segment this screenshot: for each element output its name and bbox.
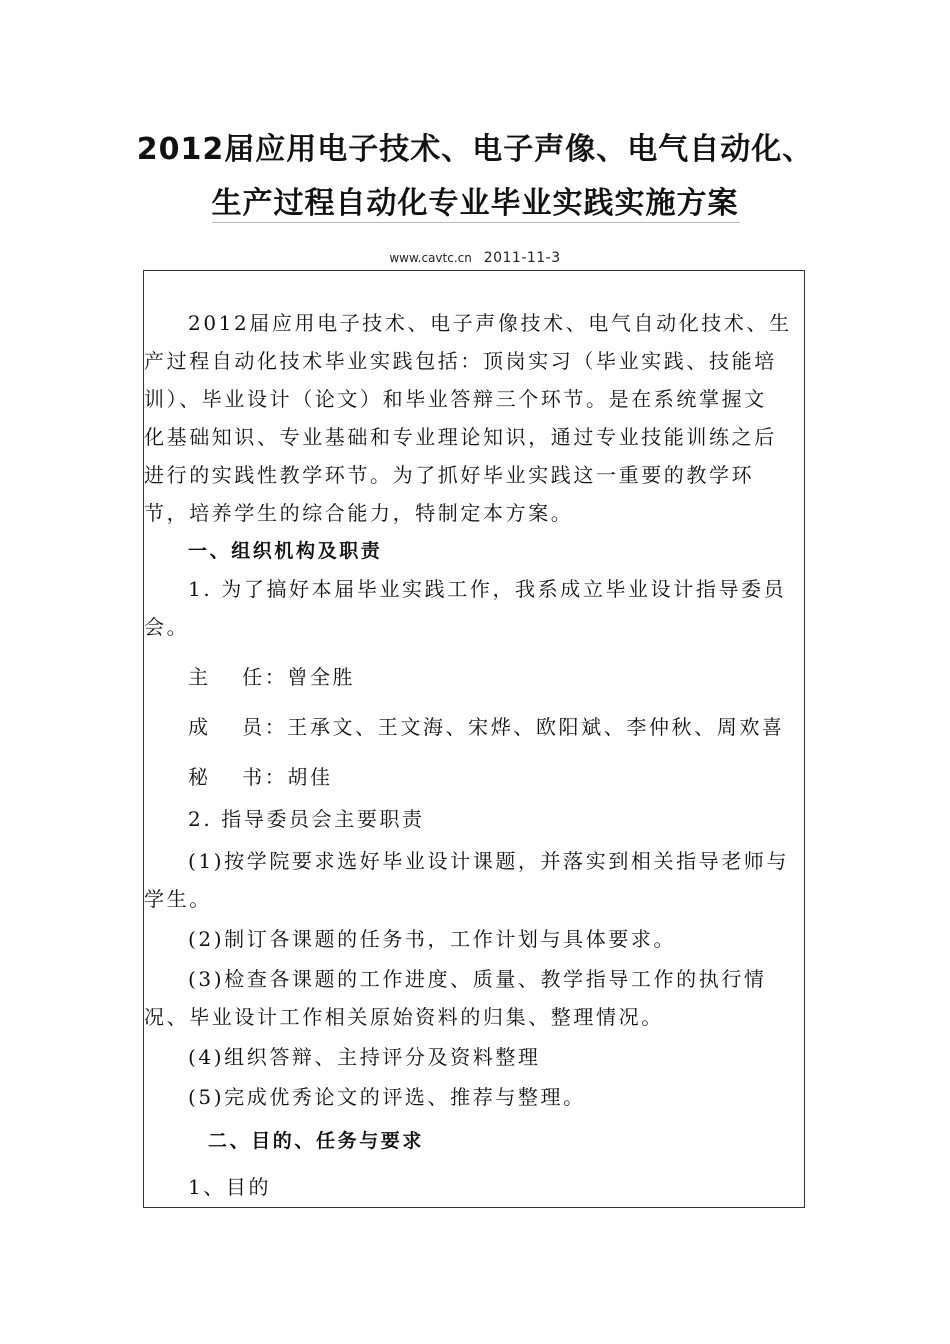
body-line: 进行的实践性教学环节。为了抓好毕业实践这一重要的教学环 xyxy=(144,463,755,487)
document-title-line-2: 生产过程自动化专业毕业实践实施方案 xyxy=(211,186,739,221)
body-line: 化基础知识、专业基础和专业理论知识，通过专业技能训练之后 xyxy=(144,425,777,449)
committee-secretary: 秘 书：胡佳 xyxy=(188,765,333,789)
body-line: 会。 xyxy=(144,615,190,639)
committee-members: 成 员：王承文、王文海、宋烨、欧阳斌、李仲秋、周欢喜 xyxy=(188,715,785,739)
content-box xyxy=(143,270,805,1208)
publish-date: 2011-11-3 xyxy=(483,250,561,266)
body-line: (1)按学院要求选好毕业设计课题，并落实到相关指导老师与 xyxy=(188,849,790,873)
committee-chair: 主 任：曾全胜 xyxy=(188,665,356,689)
body-line: (5)完成优秀论文的评选、推荐与整理。 xyxy=(188,1085,586,1109)
body-line: 学生。 xyxy=(144,887,212,911)
body-line: 节，培养学生的综合能力，特制定本方案。 xyxy=(144,501,574,525)
body-line: (3)检查各课题的工作进度、质量、教学指导工作的执行情 xyxy=(188,967,767,991)
body-line: 产过程自动化技术毕业实践包括：顶岗实习（毕业实践、技能培 xyxy=(144,349,777,373)
body-line: 2. 指导委员会主要职责 xyxy=(188,807,425,831)
title-divider xyxy=(212,222,740,223)
section-heading: 二、目的、任务与要求 xyxy=(208,1130,425,1152)
body-line: 1、目的 xyxy=(188,1175,272,1199)
body-line: 训）、毕业设计（论文）和毕业答辩三个环节。是在系统掌握文 xyxy=(144,387,767,411)
body-line: (4)组织答辩、主持评分及资料整理 xyxy=(188,1045,541,1069)
section-heading: 一、组织机构及职责 xyxy=(188,540,383,562)
body-line: 况、毕业设计工作相关原始资料的归集、整理情况。 xyxy=(144,1005,664,1029)
document-meta xyxy=(0,250,950,266)
body-line: (2)制订各课题的任务书，工作计划与具体要求。 xyxy=(188,927,677,951)
source-site: www.cavtc.cn xyxy=(389,251,472,265)
body-line: 2012届应用电子技术、电子声像技术、电气自动化技术、生 xyxy=(188,311,792,335)
document-title-line-1: 2012届应用电子技术、电子声像、电气自动化、 xyxy=(136,132,814,167)
body-line: 1. 为了搞好本届毕业实践工作，我系成立毕业设计指导委员 xyxy=(188,577,787,601)
